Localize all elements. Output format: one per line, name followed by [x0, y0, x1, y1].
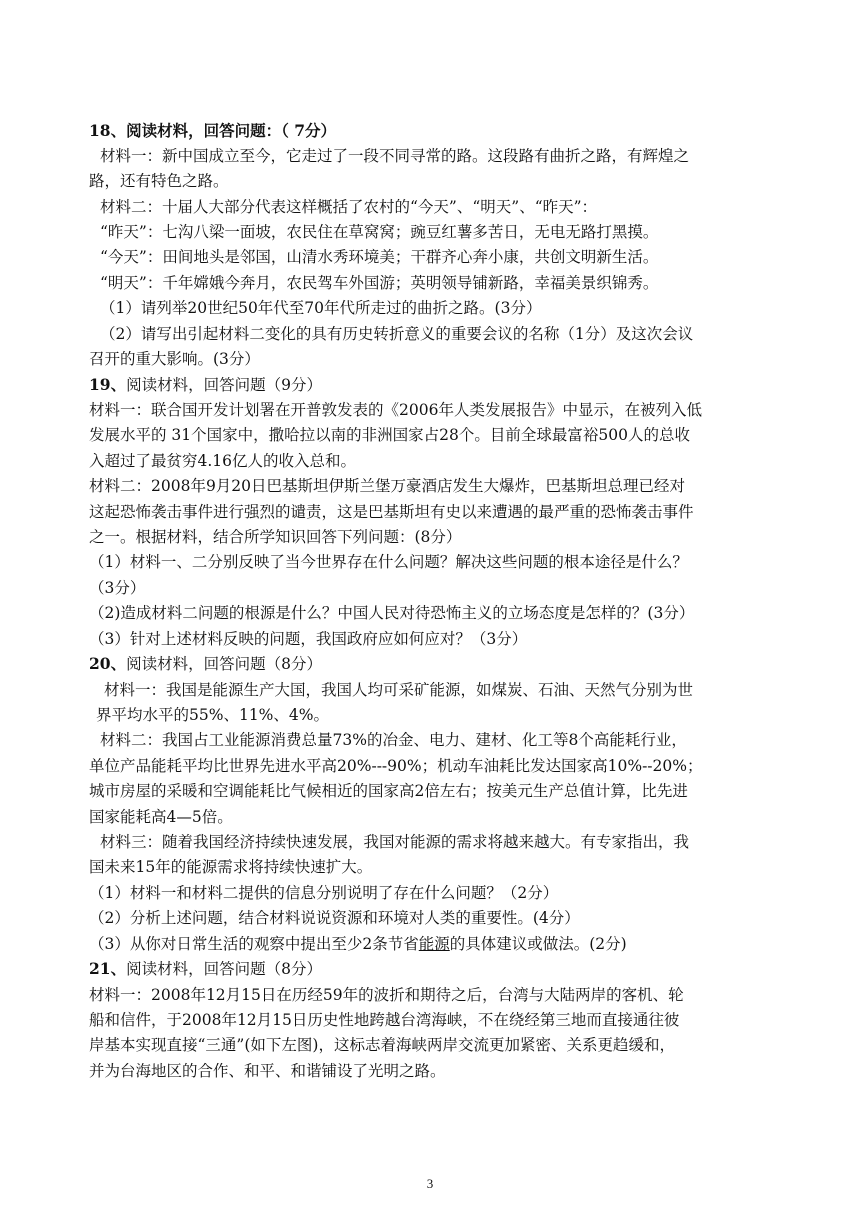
question-18-title: 18、阅读材料，回答问题：（ 7分）: [89, 121, 337, 140]
q20-title-text: 阅读材料，回答问题（8分）: [126, 655, 322, 673]
q18-tomorrow: “明天”：千年嫦娥今奔月，农民驾车外国游；英明领导铺新路，幸福美景织锦秀。: [100, 274, 659, 292]
q19-material-1-line-1: 材料一：联合国开发计划署在开普敦发表的《2006年人类发展报告》中显示，在被列入低: [89, 401, 702, 419]
page-number: 3: [426, 1176, 434, 1191]
q20-material-2-line-2: 单位产品能耗平均比世界先进水平高20%---90%；机动车油耗比发达国家高10%--20%；: [89, 757, 703, 775]
q19-material-1-line-3: 入超过了最贫穷4.16亿人的收入总和。: [89, 452, 357, 470]
q20-question-1: （1）材料一和材料二提供的信息分别说明了存在什么问题？（2分）: [89, 884, 559, 902]
q19-material-2-line-1: 材料二：2008年9月20日巴基斯坦伊斯兰堡万豪酒店发生大爆炸，巴基斯坦总理已经对: [89, 477, 686, 495]
q20-material-3-line-2: 国未来15年的能源需求将持续快速扩大。: [89, 858, 373, 876]
q19-title-text: 阅读材料，回答问题（9分）: [126, 376, 322, 394]
q19-question-3: （3）针对上述材料反映的问题，我国政府应如何应对？（3分）: [89, 630, 528, 648]
question-19-title: [89, 375, 322, 395]
question-21-title: [89, 959, 322, 979]
q18-today: “今天”：田间地头是邻国，山清水秀环境美；干群齐心奔小康，共创文明新生活。: [100, 248, 659, 266]
q20-question-2: （2）分析上述问题，结合材料说说资源和环境对人类的重要性。(4分）: [89, 909, 580, 927]
q20-material-3-line-1: 材料三：随着我国经济持续快速发展，我国对能源的需求将越来越大。有专家指出，我: [100, 833, 690, 851]
q21-material-1-line-1: 材料一：2008年12月15日在历经59年的波折和期待之后，台湾与大陆两岸的客机、轮: [89, 986, 684, 1004]
q19-material-1-line-2: 发展水平的 31个国家中，撒哈拉以南的非洲国家占28个。目前全球最富裕500人的总收: [89, 426, 690, 444]
q20-material-1-line-1: 材料一：我国是能源生产大国，我国人均可采矿能源，如煤炭、石油、天然气分别为世: [104, 681, 694, 699]
q19-material-2-line-3: 之一。根据材料，结合所学知识回答下列问题：(8分）: [89, 528, 462, 546]
q19-question-1-line-1: （1）材料一、二分别反映了当今世界存在什么问题？解决这些问题的根本途径是什么？: [89, 553, 688, 571]
q18-question-2-line-2: 召开的重大影响。(3分）: [89, 350, 260, 368]
q21-material-1-line-3: 岸基本实现直接“三通”(如下左图)，这标志着海峡两岸交流更加紧密、关系更趋缓和，: [89, 1036, 675, 1054]
q20-material-2-line-3: 城市房屋的采暖和空调能耗比气候相近的国家高2倍左右；按美元生产总值计算，比先进: [89, 782, 688, 800]
underlined-term: 能源: [418, 935, 450, 953]
q18-material-1-line-1: 材料一：新中国成立至今，它走过了一段不同寻常的路。这段路有曲折之路，有辉煌之: [100, 147, 690, 165]
q21-number: 21、: [89, 959, 127, 978]
q18-question-1: （1）请列举20世纪50年代至70年代所走过的曲折之路。(3分）: [100, 299, 542, 317]
q19-question-1-line-2: （3分）: [89, 579, 146, 597]
q18-material-1-line-2: 路，还有特色之路。: [89, 172, 229, 190]
q20-material-2-line-4: 国家能耗高4—5倍。: [89, 808, 233, 826]
q20-material-2-line-1: 材料二：我国占工业能源消费总量73%的冶金、电力、建材、化工等8个高能耗行业，: [100, 731, 687, 749]
q20-number: 20、: [89, 654, 127, 673]
q18-material-2: 材料二：十届人大部分代表这样概括了农村的“今天”、“明天”、“昨天”：: [100, 198, 598, 216]
q20-question-3-part: 的具体建议或做法。(2分): [449, 935, 627, 953]
q19-number: 19、: [89, 375, 127, 394]
q21-material-1-line-4: 并为台海地区的合作、和平、和谐铺设了光明之路。: [89, 1062, 446, 1080]
q21-title-text: 阅读材料，回答问题（8分）: [126, 960, 322, 978]
q18-question-2-line-1: （2）请写出引起材料二变化的具有历史转折意义的重要会议的名称（1分）及这次会议: [100, 325, 694, 343]
q19-material-2-line-2: 这起恐怖袭击事件进行强烈的谴责，这是巴基斯坦有史以来遭遇的最严重的恐怖袭击事件: [89, 503, 694, 521]
q18-yesterday: “昨天”：七沟八梁一面坡，农民住在草窝窝；豌豆红薯多苦日，无电无路打黑摸。: [100, 223, 659, 241]
q21-material-1-line-2: 船和信件，于2008年12月15日历史性地跨越台湾海峡，不在绕经第三地而直接通往彼: [89, 1011, 680, 1029]
question-20-title: [89, 654, 322, 674]
q20-question-3: [89, 934, 627, 954]
q19-question-2: （2)造成材料二问题的根源是什么？中国人民对待恐怖主义的立场态度是怎样的？(3分）: [89, 604, 695, 622]
q20-question-3-part: （3）从你对日常生活的观察中提出至少2条节省: [89, 935, 419, 953]
q20-material-1-line-2: 界平均水平的55%、11%、4%。: [96, 706, 329, 724]
